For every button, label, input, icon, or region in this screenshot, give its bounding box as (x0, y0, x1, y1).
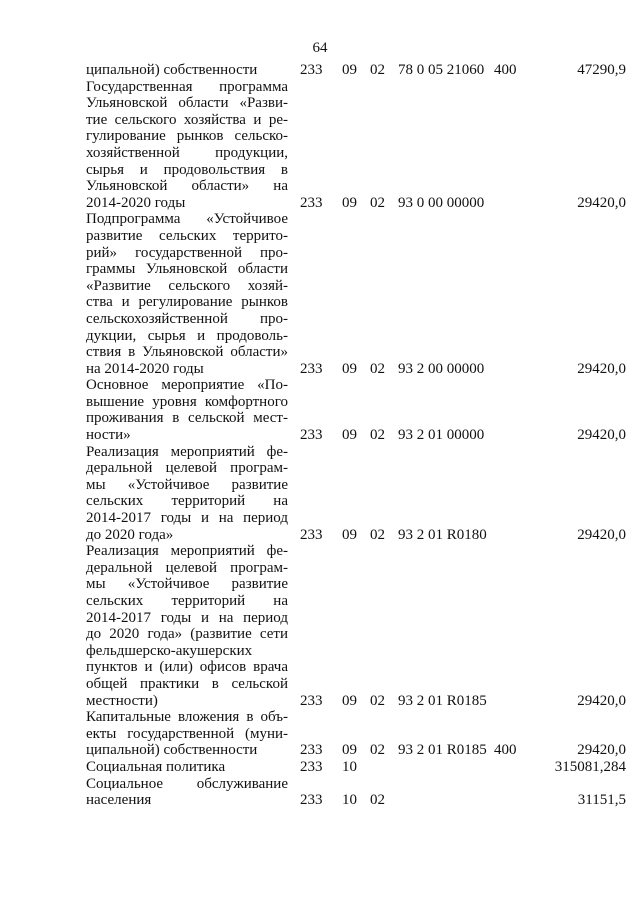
item-name-line: общей практики в сельской (86, 675, 288, 692)
item-name-line: дукции, сырья и продоволь- (86, 327, 288, 344)
section-code: 09 (342, 360, 357, 377)
target-article-code: 93 2 00 00000 (398, 360, 485, 377)
item-name-line: развитие сельских террито- (86, 227, 288, 244)
item-name-cell (86, 62, 288, 79)
expense-type-code (494, 543, 534, 709)
item-name-line: ности» (86, 427, 131, 444)
expense-type-code (494, 444, 534, 544)
item-name-line: гулирование рынков сельско- (86, 128, 288, 145)
item-name-line: рий» государственной про- (86, 244, 288, 261)
ministry-code: 233 (300, 194, 323, 211)
expense-type-code (494, 776, 534, 809)
item-name-line: «Развитие сельского хозяй- (86, 277, 288, 294)
expense-type-code (494, 211, 534, 377)
item-name-line: Подпрограмма «Устойчивое (86, 211, 288, 228)
item-name-line: 2014-2020 годы (86, 194, 186, 211)
item-name-cell (86, 776, 288, 809)
item-name-line: сельскохозяйственной про- (86, 310, 288, 327)
item-name-line: 2014-2017 годы и на период (86, 609, 288, 626)
item-name-line: хозяйственной продукции, (86, 144, 288, 161)
expense-type-code: 400 (494, 62, 517, 78)
target-article-code: 78 0 05 21060 (398, 62, 485, 78)
target-article-code: 93 2 01 R0185 (398, 692, 487, 709)
item-name-line: сельских территорий на (86, 593, 288, 609)
subsection-code: 02 (370, 427, 385, 444)
ministry-code: 233 (300, 758, 323, 775)
table-row (86, 444, 626, 544)
ministry-code: 233 (300, 692, 323, 709)
item-name-line: ципальной) собственности (86, 62, 258, 78)
section-code: 09 (342, 194, 357, 211)
item-name-line: местности) (86, 692, 158, 709)
item-name-line: Реализация мероприятий фе- (86, 543, 288, 560)
item-name-cell (86, 543, 288, 709)
item-name-line: вышение уровня комфортного (86, 393, 288, 410)
item-name-line: проживания в сельской мест- (86, 410, 288, 427)
ministry-code: 233 (300, 742, 323, 759)
ministry-code: 233 (300, 427, 323, 444)
item-name-line: на 2014-2020 годы (86, 360, 204, 377)
ministry-code: 233 (300, 526, 323, 543)
table-row (86, 211, 626, 377)
item-name-line: ципальной) собственности (86, 742, 258, 759)
table-row (86, 776, 626, 809)
item-name-line: Основное мероприятие «По- (86, 377, 288, 394)
amount-value: 29420,0 (577, 526, 626, 543)
item-name-cell (86, 377, 288, 443)
item-name-line: деральной целевой програм- (86, 460, 288, 477)
item-name-line: мы «Устойчивое развитие (86, 576, 288, 593)
amount-value: 29420,0 (577, 194, 626, 211)
table-row (86, 62, 626, 79)
amount-value: 29420,0 (577, 692, 626, 709)
target-article-code (398, 776, 494, 809)
section-code: 09 (342, 742, 357, 759)
item-name-line: населения (86, 792, 152, 809)
amount-value: 29420,0 (577, 742, 626, 759)
item-name-line: тие сельского хозяйства и ре- (86, 111, 288, 128)
table-row (86, 759, 626, 776)
item-name-line: екты государственной (муни- (86, 725, 288, 742)
item-name-line: до 2020 года» (86, 526, 174, 543)
item-name-line: граммы Ульяновской области (86, 261, 288, 278)
section-code: 09 (342, 62, 357, 78)
item-name-line: деральной целевой програм- (86, 559, 288, 576)
item-name-line: фельдшерско-акушерских (86, 642, 253, 659)
target-article-code: 93 2 01 00000 (398, 427, 485, 444)
amount-value: 29420,0 (577, 360, 626, 377)
expense-type-code (494, 79, 534, 212)
ministry-code: 233 (300, 792, 323, 809)
amount-value: 31151,5 (577, 792, 626, 809)
target-article-code: 93 2 01 R0185 (398, 742, 487, 759)
table-row (86, 709, 626, 759)
ministry-code: 233 (300, 62, 323, 78)
subsection-code: 02 (370, 360, 385, 377)
item-name-line: мы «Устойчивое развитие (86, 476, 288, 493)
expense-type-code: 400 (494, 742, 517, 759)
item-name-line: ства и регулирование рынков (86, 294, 288, 311)
amount-value: 29420,0 (577, 427, 626, 444)
target-article-code: 93 0 00 00000 (398, 194, 485, 211)
item-name-line: Капитальные вложения в объ- (86, 709, 288, 726)
expense-type-code (494, 759, 534, 776)
subsection-code (370, 759, 398, 776)
ministry-code: 233 (300, 360, 323, 377)
subsection-code: 02 (370, 526, 385, 543)
item-name-cell (86, 759, 288, 776)
item-name-cell (86, 709, 288, 759)
item-name-line: ствия в Ульяновской области» (86, 344, 288, 361)
item-name-line: 2014-2017 годы и на период (86, 510, 288, 527)
item-name-line: Государственная программа (86, 78, 288, 95)
section-code: 10 (342, 758, 357, 775)
section-code: 10 (342, 792, 357, 809)
item-name-line: пунктов и (или) офисов врача (86, 659, 288, 676)
table-row (86, 543, 626, 709)
item-name-line: Реализация мероприятий фе- (86, 443, 288, 460)
subsection-code: 02 (370, 194, 385, 211)
item-name-line: сельских территорий на (86, 493, 288, 510)
item-name-line: Ульяновской области» на (86, 178, 288, 195)
subsection-code: 02 (370, 62, 385, 78)
item-name-line: до 2020 года» (развитие сети (86, 626, 288, 643)
item-name-cell (86, 211, 288, 377)
subsection-code: 02 (370, 792, 385, 809)
amount-value: 47290,9 (577, 62, 626, 78)
section-code: 09 (342, 526, 357, 543)
table-row (86, 79, 626, 212)
expense-type-code (494, 377, 534, 443)
subsection-code: 02 (370, 742, 385, 759)
item-name-line: Ульяновской области «Разви- (86, 95, 288, 112)
page-number: 64 (312, 40, 328, 56)
table-row (86, 377, 626, 443)
item-name-cell (86, 79, 288, 212)
item-name-line: Социальное обслуживание (86, 775, 288, 792)
item-name-line: сырья и продовольствия в (86, 161, 288, 178)
target-article-code (398, 759, 494, 776)
section-code: 09 (342, 427, 357, 444)
amount-value: 315081,284 (554, 758, 626, 775)
target-article-code: 93 2 01 R0180 (398, 526, 487, 543)
item-name-line: Социальная политика (86, 758, 226, 775)
section-code: 09 (342, 692, 357, 709)
budget-table (86, 62, 626, 809)
subsection-code: 02 (370, 692, 385, 709)
item-name-cell (86, 444, 288, 544)
